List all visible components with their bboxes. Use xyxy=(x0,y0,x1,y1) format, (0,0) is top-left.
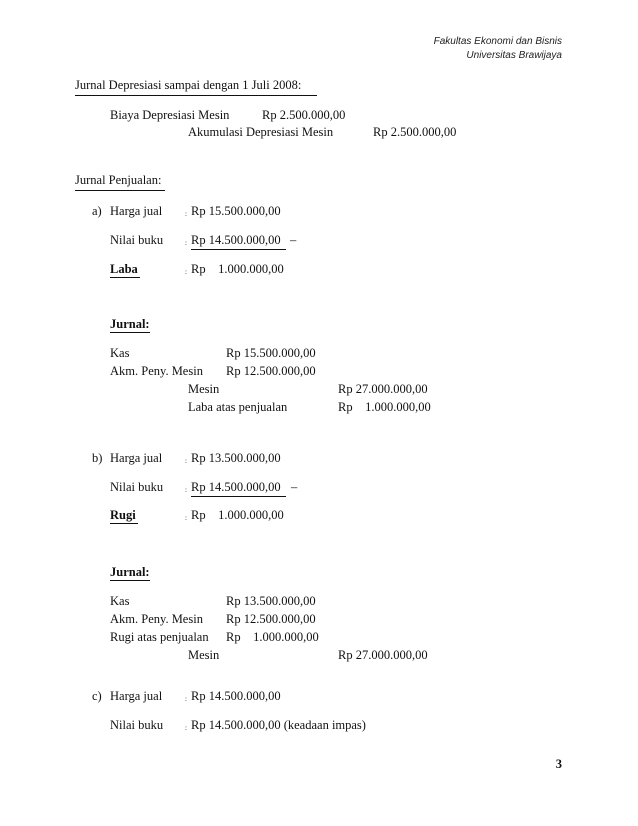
depreciation-debit-account: Biaya Depresiasi Mesin xyxy=(110,108,230,122)
item-b-result-value: Rp 1.000.000,00 xyxy=(191,508,284,522)
item-b-marker: b) xyxy=(92,451,103,465)
depreciation-debit-amount: Rp 2.500.000,00 xyxy=(262,108,346,122)
item-a-price-label: Harga jual xyxy=(110,204,163,218)
depreciation-title: Jurnal Depresiasi sampai dengan 1 Juli 2008: xyxy=(75,78,302,92)
item-a-marker: a) xyxy=(92,204,102,218)
item-b-row-account: Mesin xyxy=(188,648,220,662)
item-b-sum-line xyxy=(191,496,286,497)
depreciation-title-underline xyxy=(75,95,317,96)
item-c-book-label: Nilai buku xyxy=(110,718,164,732)
sales-title-underline xyxy=(75,190,165,191)
item-a-price-value: Rp 15.500.000,00 xyxy=(191,204,281,218)
item-a-result-value: Rp 1.000.000,00 xyxy=(191,262,284,276)
item-b-row-debit: Rp 1.000.000,00 xyxy=(226,630,319,644)
item-b-price-label: Harga jual xyxy=(110,451,163,465)
item-a-journal-underline xyxy=(110,332,150,333)
item-b-book-label: Nilai buku xyxy=(110,480,164,494)
item-a-result-underline xyxy=(110,277,140,278)
item-b-row-debit: Rp 12.500.000,00 xyxy=(226,612,316,626)
item-b-result-underline xyxy=(110,523,138,524)
item-b-row-debit: Rp 13.500.000,00 xyxy=(226,594,316,608)
item-a-result-label: Laba xyxy=(110,262,138,276)
item-a-book-colon: : xyxy=(185,239,187,247)
item-a-row-account: Mesin xyxy=(188,382,220,396)
item-a-result-colon: : xyxy=(185,268,187,276)
item-b-minus: – xyxy=(291,480,298,494)
item-a-journal-title: Jurnal: xyxy=(110,317,150,331)
item-b-price-value: Rp 13.500.000,00 xyxy=(191,451,281,465)
item-a-price-colon: : xyxy=(185,210,187,218)
item-b-row-credit: Rp 27.000.000,00 xyxy=(338,648,428,662)
item-b-row-account: Akm. Peny. Mesin xyxy=(110,612,203,626)
item-a-row-credit: Rp 27.000.000,00 xyxy=(338,382,428,396)
item-b-journal-underline xyxy=(110,580,150,581)
item-c-price-label: Harga jual xyxy=(110,689,163,703)
item-c-marker: c) xyxy=(92,689,102,703)
item-b-journal-title: Jurnal: xyxy=(110,565,150,579)
item-a-book-value: Rp 14.500.000,00 xyxy=(191,233,281,247)
item-b-book-colon: : xyxy=(185,486,187,494)
item-a-row-debit: Rp 12.500.000,00 xyxy=(226,364,316,378)
depreciation-credit-account: Akumulasi Depresiasi Mesin xyxy=(188,125,334,139)
header-faculty: Fakultas Ekonomi dan Bisnis xyxy=(433,36,562,47)
item-b-row-account: Rugi atas penjualan xyxy=(110,630,209,644)
item-a-sum-line xyxy=(191,249,286,250)
item-a-book-label: Nilai buku xyxy=(110,233,164,247)
item-b-result-label: Rugi xyxy=(110,508,136,522)
item-c-price-colon: : xyxy=(185,695,187,703)
page-number: 3 xyxy=(555,757,562,771)
item-b-book-value: Rp 14.500.000,00 xyxy=(191,480,281,494)
item-a-minus: – xyxy=(290,233,297,247)
sales-title: Jurnal Penjualan: xyxy=(75,173,162,187)
item-a-row-account: Akm. Peny. Mesin xyxy=(110,364,203,378)
item-a-row-account: Kas xyxy=(110,346,130,360)
header-university: Universitas Brawijaya xyxy=(466,50,562,61)
item-c-book-value: Rp 14.500.000,00 (keadaan impas) xyxy=(191,718,366,732)
depreciation-credit-amount: Rp 2.500.000,00 xyxy=(373,125,457,139)
item-a-row-debit: Rp 15.500.000,00 xyxy=(226,346,316,360)
item-c-price-value: Rp 14.500.000,00 xyxy=(191,689,281,703)
item-a-row-account: Laba atas penjualan xyxy=(188,400,288,414)
item-b-row-account: Kas xyxy=(110,594,130,608)
item-c-book-colon: : xyxy=(185,724,187,732)
item-b-result-colon: : xyxy=(185,514,187,522)
item-b-price-colon: : xyxy=(185,457,187,465)
item-a-row-credit: Rp 1.000.000,00 xyxy=(338,400,431,414)
